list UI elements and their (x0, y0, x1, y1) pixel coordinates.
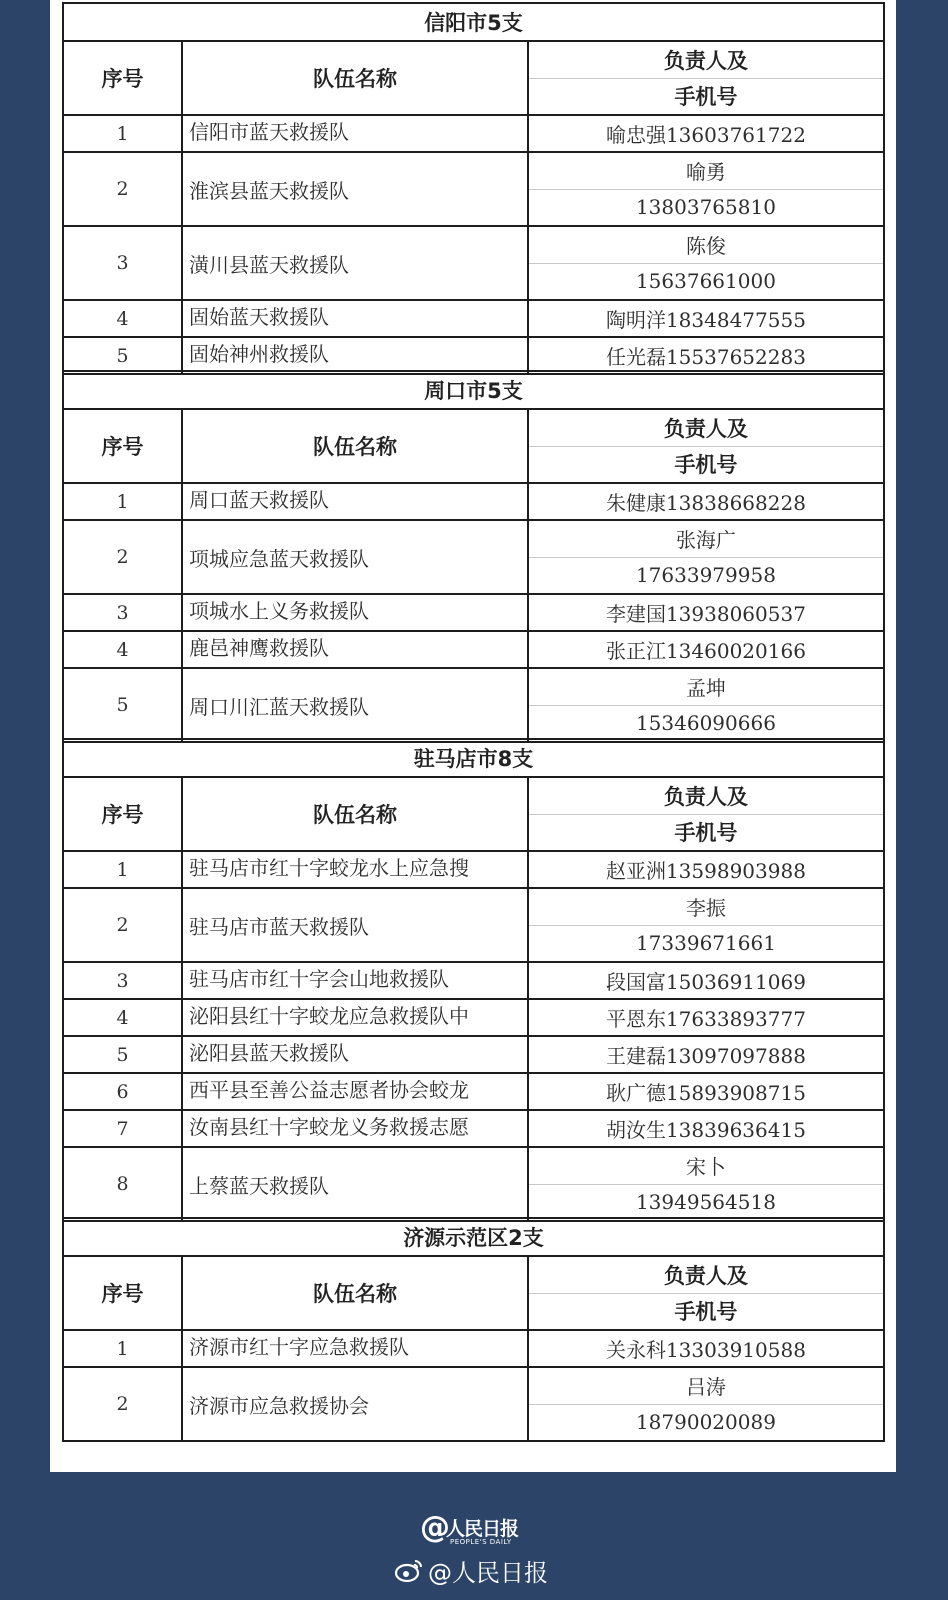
team-table-section (62, 1217, 885, 1442)
table-row (63, 999, 884, 1036)
peoples-daily-logo: @ 人民日报 PEOPLE'S DAILY (420, 1510, 519, 1546)
team-table-section (62, 2, 885, 375)
section-title: 驻马店市8支 (63, 739, 884, 777)
table-row (63, 1110, 884, 1147)
table-row (63, 594, 884, 631)
header-no: 序号 (63, 409, 182, 483)
header-contact (528, 1256, 884, 1330)
team-name-text: 驻马店市蓝天救援队 (189, 914, 370, 939)
header-contact-line2: 手机号 (674, 821, 738, 846)
team-name (182, 962, 528, 999)
team-name-text: 汝南县红十字蛟龙义务救援志愿 (189, 1115, 470, 1139)
table-row (63, 631, 884, 668)
table-row (63, 1147, 884, 1221)
table-row (63, 851, 884, 888)
weibo-handle: @人民日报 (428, 1558, 548, 1587)
section-title: 济源示范区2支 (63, 1218, 884, 1256)
team-name (182, 631, 528, 668)
contact-name: 宋卜 (529, 1148, 883, 1185)
team-name (182, 1330, 528, 1367)
header-contact-line2: 手机号 (674, 85, 738, 110)
team-name-text: 泌阳县蓝天救援队 (189, 1041, 350, 1065)
contact-phone: 17339671661 (635, 931, 776, 956)
contact-cell: 王建磊13097097888 (528, 1036, 884, 1073)
logo-text: 人民日报 (446, 1518, 519, 1540)
contact-cell: 耿广德15893908715 (528, 1073, 884, 1110)
contact-name: 孟坤 (529, 669, 883, 706)
header-contact-line1: 负责人及 (529, 778, 883, 815)
contact-cell (528, 668, 884, 742)
row-number: 5 (63, 337, 182, 374)
row-number: 1 (63, 115, 182, 152)
row-number: 8 (63, 1147, 182, 1221)
row-number: 3 (63, 594, 182, 631)
team-name (182, 888, 528, 962)
team-name (182, 520, 528, 594)
row-number: 3 (63, 962, 182, 999)
team-name (182, 999, 528, 1036)
table-row (63, 1367, 884, 1441)
team-name-text: 上蔡蓝天救援队 (189, 1173, 330, 1198)
contact-phone: 17633979958 (635, 563, 776, 588)
team-name (182, 1147, 528, 1221)
contact-name: 陈俊 (529, 227, 883, 264)
team-name (182, 300, 528, 337)
team-name (182, 115, 528, 152)
contact-name: 张海广 (529, 521, 883, 558)
team-name (182, 1110, 528, 1147)
row-number: 1 (63, 483, 182, 520)
section-title: 信阳市5支 (63, 3, 884, 41)
row-number: 5 (63, 1036, 182, 1073)
table-row (63, 1073, 884, 1110)
header-team: 队伍名称 (182, 41, 528, 115)
contact-cell: 平恩东17633893777 (528, 999, 884, 1036)
row-number: 7 (63, 1110, 182, 1147)
team-name-text: 驻马店市红十字会山地救援队 (189, 967, 450, 991)
header-contact-line1: 负责人及 (529, 410, 883, 447)
team-name (182, 668, 528, 742)
contact-name: 吕涛 (529, 1368, 883, 1405)
team-name-text: 项城应急蓝天救援队 (189, 546, 370, 571)
row-number: 4 (63, 631, 182, 668)
contact-cell: 喻忠强13603761722 (528, 115, 884, 152)
table-row (63, 1036, 884, 1073)
row-number: 4 (63, 300, 182, 337)
contact-cell (528, 226, 884, 300)
team-name-text: 淮滨县蓝天救援队 (189, 178, 350, 203)
table-row (63, 520, 884, 594)
contact-cell: 任光磊15537652283 (528, 337, 884, 374)
header-contact-line2: 手机号 (674, 453, 738, 478)
team-name-text: 西平县至善公益志愿者协会蛟龙 (189, 1078, 470, 1102)
team-name-text: 固始神州救援队 (189, 342, 330, 366)
row-number: 2 (63, 888, 182, 962)
team-name (182, 152, 528, 226)
row-number: 5 (63, 668, 182, 742)
contact-cell: 陶明洋18348477555 (528, 300, 884, 337)
header-contact (528, 41, 884, 115)
header-contact-line1: 负责人及 (529, 42, 883, 79)
contact-name: 喻勇 (529, 153, 883, 190)
team-name-text: 鹿邑神鹰救援队 (189, 636, 330, 660)
team-name-text: 固始蓝天救援队 (189, 305, 330, 329)
row-number: 2 (63, 152, 182, 226)
contact-cell: 关永科13303910588 (528, 1330, 884, 1367)
team-name-text: 信阳市蓝天救援队 (189, 120, 350, 144)
contact-phone: 13949564518 (635, 1190, 776, 1215)
table-row (63, 152, 884, 226)
row-number: 1 (63, 851, 182, 888)
header-contact-line2: 手机号 (674, 1300, 738, 1325)
contact-cell: 李建国13938060537 (528, 594, 884, 631)
contact-cell: 胡汝生13839636415 (528, 1110, 884, 1147)
team-table-section (62, 738, 885, 1222)
row-number: 1 (63, 1330, 182, 1367)
contact-phone: 18790020089 (635, 1410, 776, 1435)
header-team: 队伍名称 (182, 777, 528, 851)
header-contact-line1: 负责人及 (529, 1257, 883, 1294)
team-name-text: 项城水上义务救援队 (189, 599, 370, 623)
header-contact (528, 777, 884, 851)
header-no: 序号 (63, 1256, 182, 1330)
row-number: 2 (63, 520, 182, 594)
weibo-icon (394, 1557, 424, 1583)
table-row (63, 337, 884, 374)
team-name-text: 周口蓝天救援队 (189, 488, 330, 512)
table-row (63, 115, 884, 152)
row-number: 6 (63, 1073, 182, 1110)
weibo-watermark (394, 1552, 548, 1588)
contact-cell (528, 520, 884, 594)
header-no: 序号 (63, 777, 182, 851)
team-name (182, 851, 528, 888)
team-name-text: 周口川汇蓝天救援队 (189, 694, 370, 719)
table-row (63, 226, 884, 300)
contact-cell: 段国富15036911069 (528, 962, 884, 999)
team-name (182, 1036, 528, 1073)
header-contact (528, 409, 884, 483)
contact-phone: 15637661000 (635, 269, 776, 294)
row-number: 4 (63, 999, 182, 1036)
row-number: 2 (63, 1367, 182, 1441)
section-title: 周口市5支 (63, 371, 884, 409)
team-name-text: 驻马店市红十字蛟龙水上应急搜 (189, 856, 470, 880)
team-name (182, 1073, 528, 1110)
team-name-text: 泌阳县红十字蛟龙应急救援队中 (189, 1004, 470, 1028)
header-no: 序号 (63, 41, 182, 115)
contact-name: 李振 (529, 889, 883, 926)
team-name (182, 337, 528, 374)
table-row (63, 483, 884, 520)
contact-cell: 张正江13460020166 (528, 631, 884, 668)
team-name (182, 594, 528, 631)
row-number: 3 (63, 226, 182, 300)
header-team: 队伍名称 (182, 409, 528, 483)
team-name (182, 483, 528, 520)
team-name (182, 226, 528, 300)
header-team: 队伍名称 (182, 1256, 528, 1330)
table-row (63, 888, 884, 962)
contact-cell (528, 152, 884, 226)
contact-cell: 朱健康13838668228 (528, 483, 884, 520)
table-row (63, 962, 884, 999)
team-table-section (62, 370, 885, 743)
table-row (63, 300, 884, 337)
contact-cell (528, 1367, 884, 1441)
team-name (182, 1367, 528, 1441)
table-row (63, 668, 884, 742)
team-name-text: 潢川县蓝天救援队 (189, 252, 350, 277)
contact-cell (528, 1147, 884, 1221)
contact-phone: 15346090666 (635, 711, 776, 736)
table-row (63, 1330, 884, 1367)
logo-subtext: PEOPLE'S DAILY (450, 1538, 512, 1546)
contact-phone: 13803765810 (635, 195, 776, 220)
team-name-text: 济源市应急救援协会 (189, 1393, 370, 1418)
contact-cell: 赵亚洲13598903988 (528, 851, 884, 888)
contact-cell (528, 888, 884, 962)
team-name-text: 济源市红十字应急救援队 (189, 1335, 410, 1359)
